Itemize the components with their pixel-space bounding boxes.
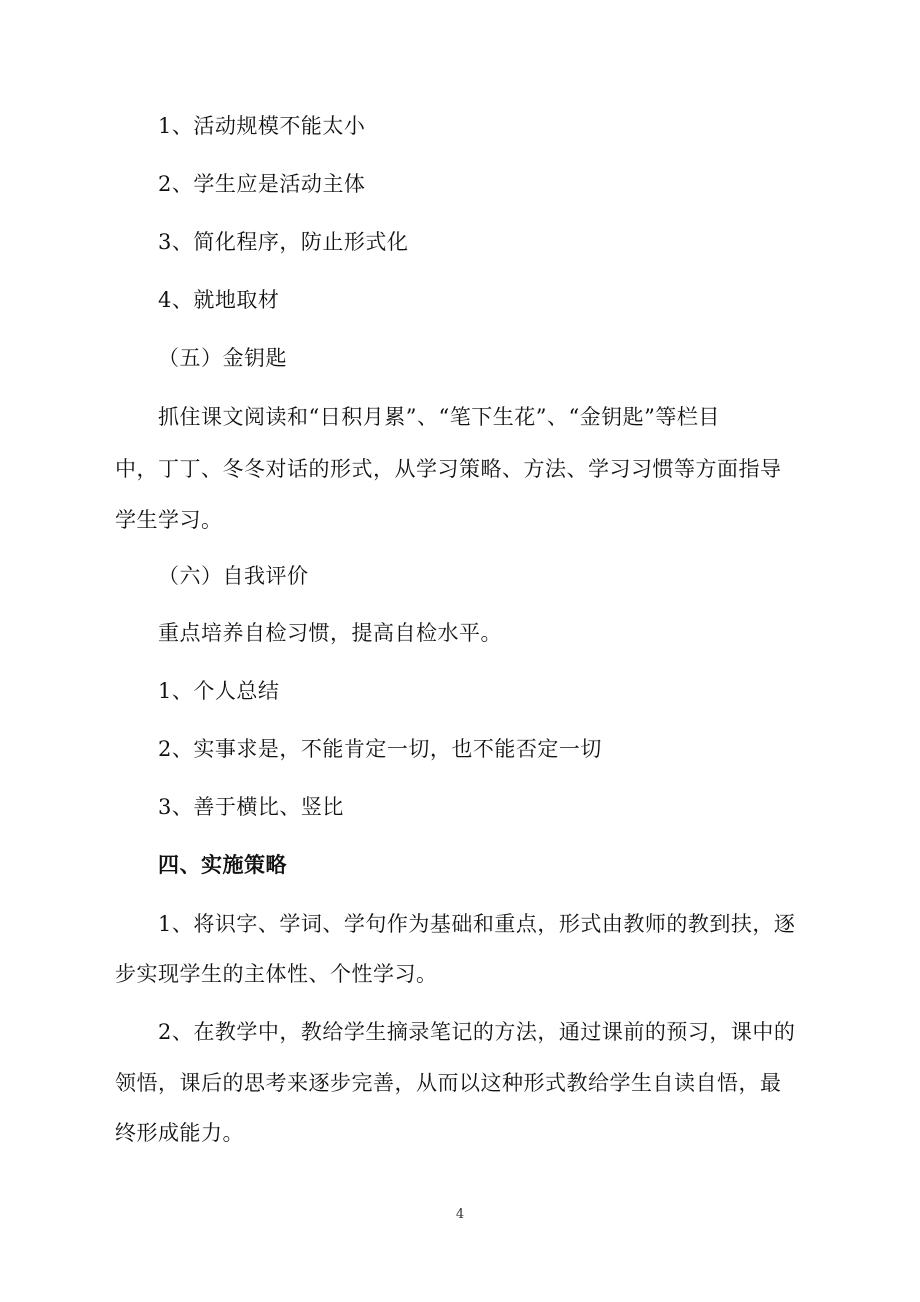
- list-item: 1、个人总结: [158, 679, 280, 703]
- list-item: 3、简化程序，防止形式化: [158, 230, 409, 254]
- paragraph-line: 学生学习。: [115, 508, 223, 532]
- section-title-five: （五）金钥匙: [158, 346, 287, 370]
- paragraph-line: 1、将识字、学词、学句作为基础和重点，形式由教师的教到扶，逐: [158, 912, 796, 936]
- list-item: 2、学生应是活动主体: [158, 172, 366, 196]
- paragraph-line: 终形成能力。: [115, 1121, 244, 1145]
- paragraph-line: 重点培养自检习惯，提高自检水平。: [158, 621, 502, 645]
- paragraph-line: 领悟，课后的思考来逐步完善，从而以这种形式教给学生自读自悟，最: [115, 1071, 782, 1095]
- paragraph-line: 抓住课文阅读和“日积月累”、“笔下生花”、“金钥匙”等栏目: [158, 405, 720, 429]
- paragraph-line: 步实现学生的主体性、个性学习。: [115, 962, 438, 986]
- list-item: 2、实事求是，不能肯定一切，也不能否定一切: [158, 737, 602, 761]
- list-item: 3、善于横比、竖比: [158, 795, 344, 819]
- paragraph-line: 2、在教学中，教给学生摘录笔记的方法，通过课前的预习，课中的: [158, 1020, 796, 1044]
- list-item: 1、活动规模不能太小: [158, 114, 366, 138]
- section-heading-four: 四、实施策略: [158, 852, 287, 877]
- page-number: 4: [455, 1207, 465, 1222]
- section-title-six: （六）自我评价: [158, 564, 309, 588]
- list-item: 4、就地取材: [158, 288, 280, 312]
- paragraph-line: 中，丁丁、冬冬对话的形式，从学习策略、方法、学习习惯等方面指导: [115, 457, 782, 481]
